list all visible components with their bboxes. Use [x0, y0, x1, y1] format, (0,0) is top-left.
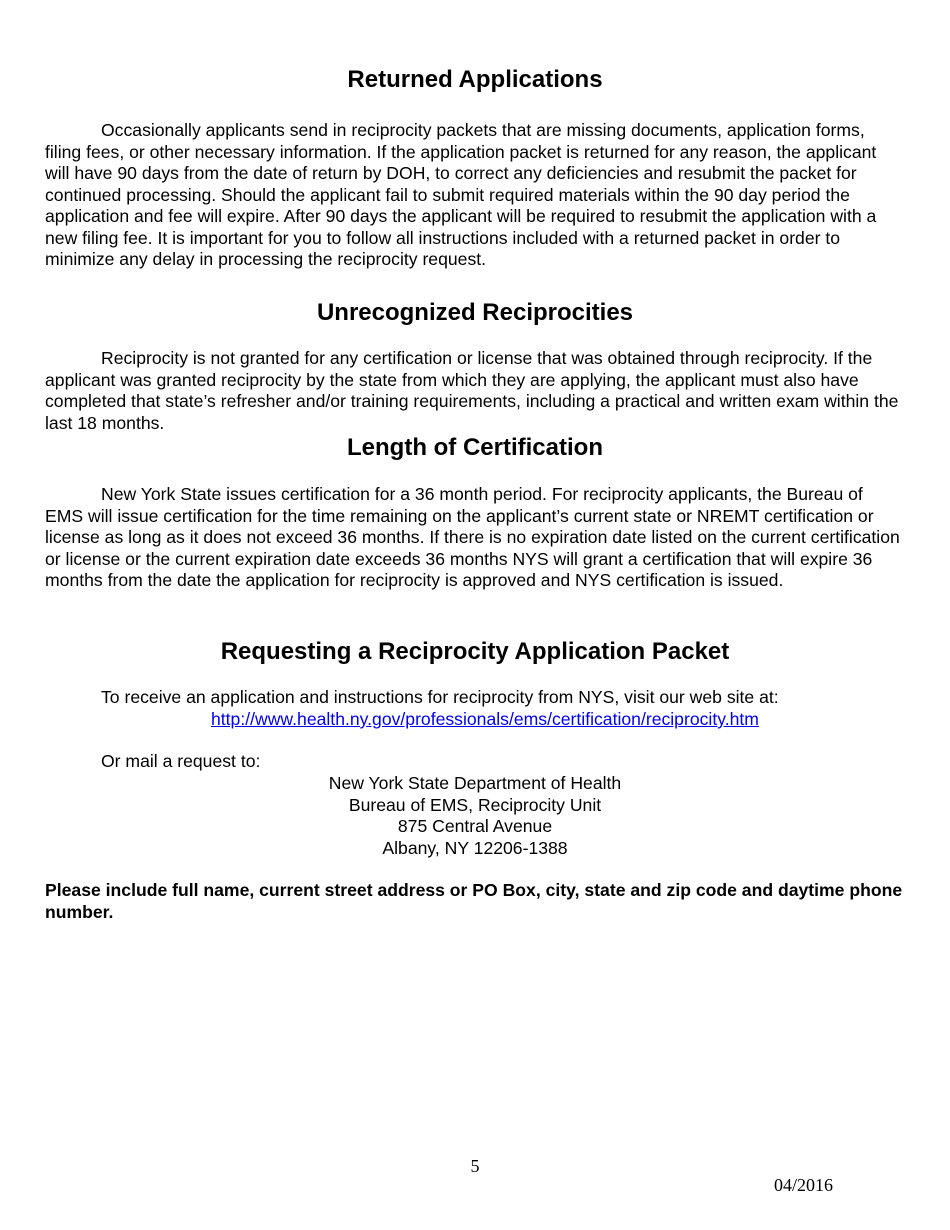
revision-date: 04/2016 [774, 1175, 834, 1195]
mailing-address [45, 773, 905, 859]
paragraph-length-of-certification [45, 484, 905, 592]
address-line-2: Bureau of EMS, Reciprocity Unit [348, 794, 602, 815]
page-number: 5 [470, 1156, 480, 1176]
request-intro-text: To receive an application and instructions for reciprocity from NYS, visit our web site at: [101, 687, 779, 707]
reciprocity-link-line [211, 709, 759, 731]
paragraph-unrecognized-reciprocities [45, 348, 905, 434]
reciprocity-website-link[interactable]: http://www.health.ny.gov/professionals/ems/certification/reciprocity.htm [211, 709, 759, 729]
paragraph-length-text: New York State issues certification for a 36 month period. For reciprocity applicants, the Bureau of EMS will issue certification for the time remaining on the applicant’s current state or NREMT certification or license as long as it does not exceed 36 months. If there is no expiration date listed on the current certification or license or the current expiration date exceeds 36 months NYS will grant a certification that will expire 36 months from the date the application for reciprocity is approved and NYS certification is issued. [45, 484, 900, 590]
mail-request-intro: Or mail a request to: [101, 751, 261, 771]
heading-requesting-packet: Requesting a Reciprocity Application Packet [220, 638, 730, 665]
heading-length-of-certification: Length of Certification [347, 434, 603, 461]
heading-returned-applications: Returned Applications [347, 66, 603, 93]
address-line-1: New York State Department of Health [328, 773, 622, 793]
paragraph-unrecognized-text: Reciprocity is not granted for any certification or license that was obtained through reciprocity. If the applicant was granted reciprocity by the state from which they are applying, the applicant must also have completed that state’s refresher and/or training requirements, including a practical and written exam within the last 18 months. [45, 348, 899, 433]
address-line-4: Albany, NY 12206-1388 [382, 837, 568, 858]
paragraph-returned-text: Occasionally applicants send in reciprocity packets that are missing documents, application forms, filing fees, or other necessary information. If the application packet is returned for any reason, the applicant will have 90 days from the date of return by DOH, to correct any deficiencies and resubmit the packet for continued processing. Should the applicant fail to submit required materials within the 90 day period the application and fee will expire. After 90 days the applicant will be required to resubmit the application with a new filing fee. It is important for you to follow all instructions included with a returned packet in order to minimize any delay in processing the reciprocity request. [45, 120, 877, 269]
address-line-3: 875 Central Avenue [397, 816, 553, 836]
heading-unrecognized-reciprocities: Unrecognized Reciprocities [316, 299, 634, 326]
paragraph-returned-applications [45, 120, 905, 271]
include-info-note: Please include full name, current street address or PO Box, city, state and zip code and daytime phone number. [45, 880, 903, 922]
